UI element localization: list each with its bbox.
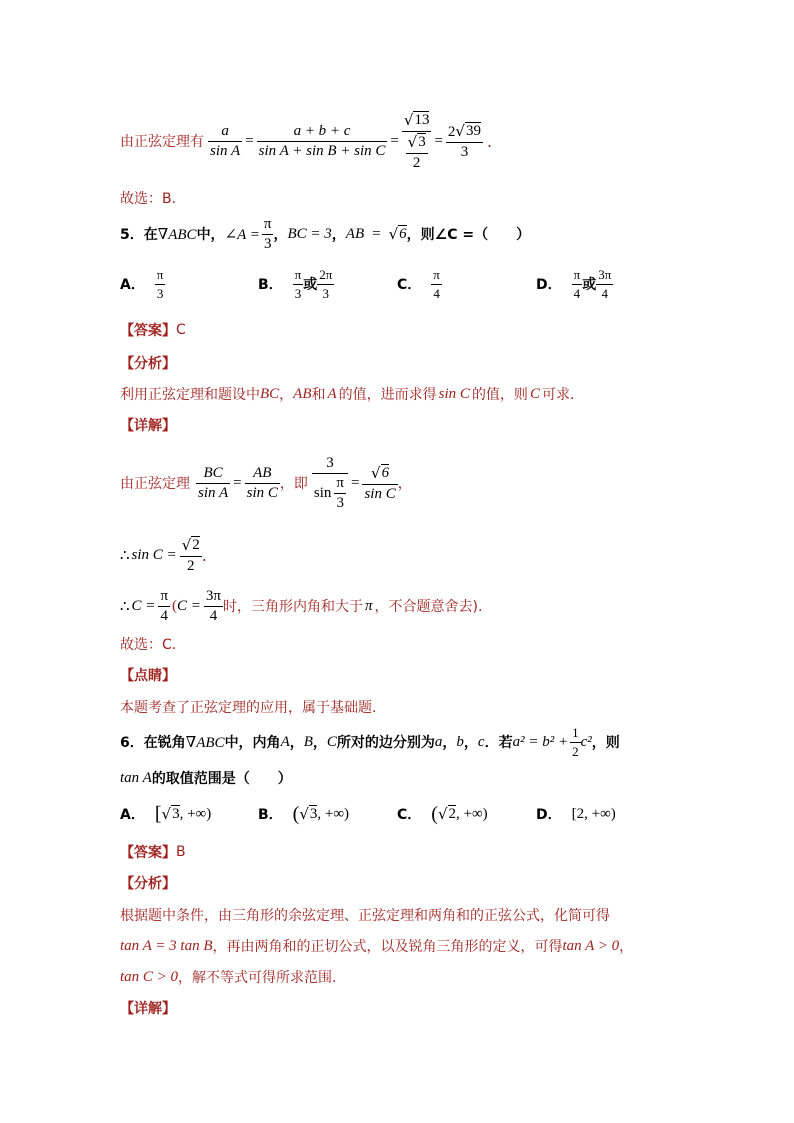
fraction-pi-over-3: $\frac{\pi}{3}$ [263,215,272,252]
analysis-tag: 【分析】 [120,356,176,372]
detail-tag: 【详解】 [120,1001,176,1017]
answer-6 [120,842,186,862]
question-6-line-2: tan A 的取值范围是（ ） [120,769,292,787]
q5-option-b[interactable]: B． $\frac{\pi}{3}$ 或 $\frac{2\pi}{3}$ [258,266,333,301]
answer-value: B [176,844,186,860]
analysis-6-line-2: tan A = 3 tan B ，再由两角和的正切公式，以及锐角三角形的定义，可得 tan A > 0 ， [120,937,634,955]
comment-text: 本题考查了正弦定理的应用，属于基础题. [120,700,377,716]
q5-option-a[interactable]: A． $\frac{\pi}{3}$ [120,266,164,301]
q6-option-c[interactable]: C． ( √ 2 , +∞) [397,802,488,825]
question-5: 5．在 ∇ABC 中， ∠A = $\frac{\pi}{3}$ ， BC = 3 ， AB = √ 6 ，则∠C =（ ） [120,215,531,252]
analysis-tag: 【分析】 [120,876,176,892]
sqrt-6: √ 6 [388,225,407,243]
answer-tag: 【答案】 [120,323,176,339]
q6-option-a[interactable]: A． [ √ 3 , +∞) [120,802,212,825]
fraction-a-over-sinA: $\frac{a}{\text{sin A}}$ [210,122,241,159]
detail-5-sinC-value: ∴ sin C = √ 2 2 . [120,535,207,574]
question-6: 6．在锐角 ∇ABC 中，内角 A ， B ， C 所对的边分别为 a ， b ， c ．若 a² = b² + $\frac{1}{2}$ c² ，则 [120,724,620,759]
answer-value: C [176,322,186,338]
detail-5-sine-law: 由正弦定理 $\frac{BC}{\text{sin A}}$ = $\frac{AB}{\text{sin C}}$ ，即 3 sin $\frac{\pi}{3}$ = √ 6 sin C ， [120,454,412,511]
comment-tag: 【点睛】 [120,668,176,684]
q6-option-d[interactable]: D． [2, +∞) [536,805,616,823]
q5-option-c[interactable]: C． $\frac{\pi}{4}$ [397,266,440,301]
q6-option-b[interactable]: B． ( √ 3 , +∞) [258,802,350,825]
answer-tag: 【答案】 [120,845,176,861]
fraction-sqrt13-over-half-sqrt3: √ 13 √ 3 2 [403,110,430,171]
detail-tag: 【详解】 [120,418,176,434]
detail-5-C-value: ∴ C = $\frac{\pi}{4}$ ( C = $\frac{3\pi}{4}$ 时，三角形内角和大于 π ，不合题意舍去). [120,587,483,624]
fraction-sum-over-sum-sin: $\frac{a + b + c}{\text{sin A + sin B + sin C}}$ [258,122,386,159]
fraction-2sqrt39-over-3: 2 √ 39 3 [447,121,481,160]
choice-c-line: 故选：C. [120,637,177,653]
sine-law-equation-line: 由正弦定理有 $\frac{a}{\text{sin A}}$ = $\frac{a + b + c}{\text{sin A + sin B + sin C}}$ = √ 13 √ 3 2 = 2 √ 39 3 . [120,110,493,171]
choice-b-line: 故选：B. [120,191,177,207]
analysis-6-line-1: 根据题中条件，由三角形的余弦定理、正弦定理和两角和的正弦公式，化简可得 [120,908,610,924]
q5-option-d[interactable]: D． $\frac{\pi}{4}$ 或 $\frac{3\pi}{4}$ [536,266,612,301]
answer-5 [120,320,186,340]
analysis-6-line-3: tan C > 0 ，解不等式可得所求范围. [120,968,337,986]
analysis-5-text: 利用正弦定理和题设中 BC ， AB 和 A 的值，进而求得 sin C 的值，则 C 可求. [120,385,575,403]
sine-law-lead: 由正弦定理有 [120,134,204,150]
